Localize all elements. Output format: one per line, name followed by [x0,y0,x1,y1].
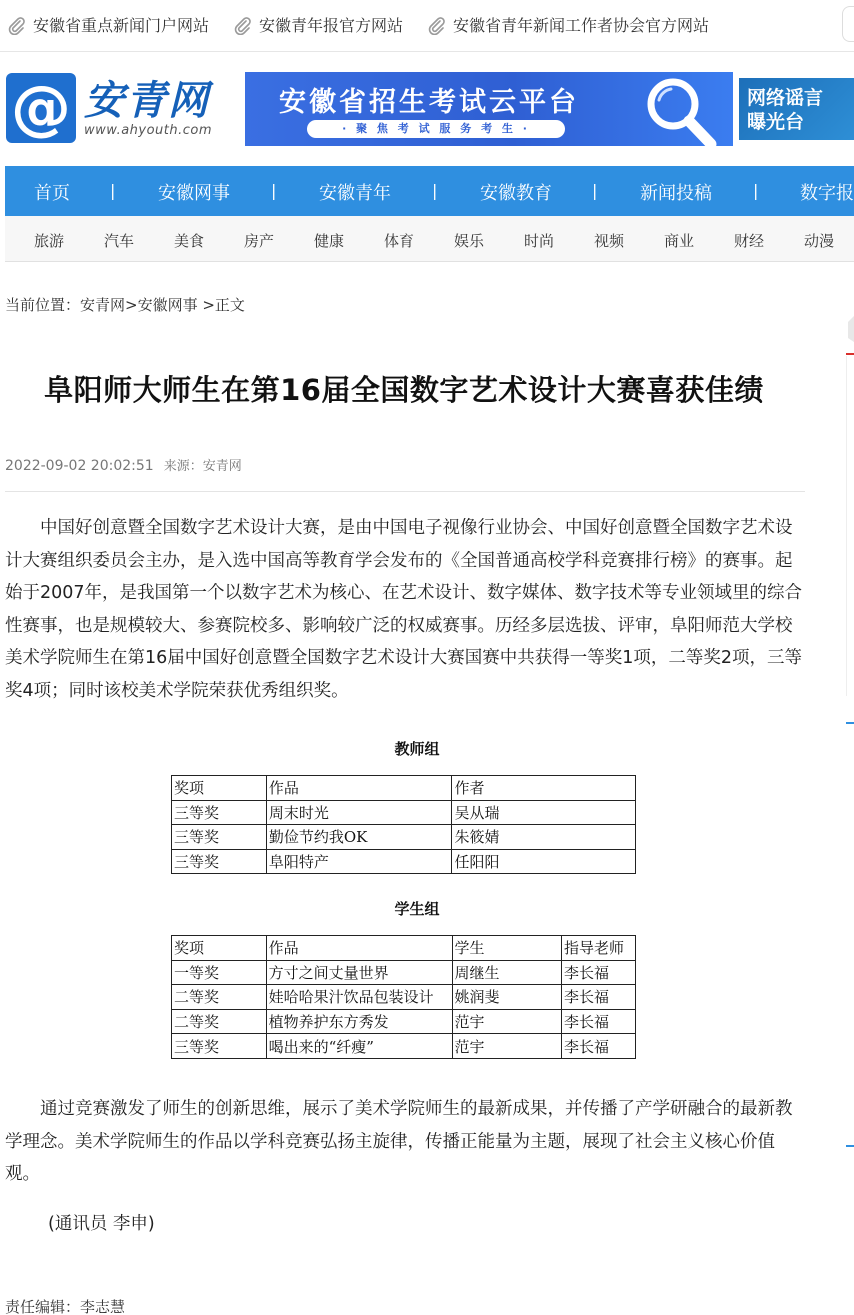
article-source: 来源：安青网 [163,459,242,474]
subnav-food[interactable]: 美食 [174,232,205,250]
table-cell: 三等奖 [172,825,267,850]
table-cell: 三等奖 [172,800,267,825]
table-row [172,1009,636,1034]
banner-title: 安徽省招生考试云平台 [279,87,579,118]
table-header-cell: 作者 [452,776,636,801]
subnav-fashion[interactable]: 时尚 [524,232,555,250]
table-cell: 周末时光 [266,800,452,825]
divider [5,491,805,492]
subnav-finance[interactable]: 财经 [734,232,765,250]
table-row [172,960,636,985]
table-cell: 姚润斐 [452,985,562,1010]
subnav-auto[interactable]: 汽车 [104,232,135,250]
table-cell: 三等奖 [172,1034,267,1059]
nav-news-submission[interactable]: 新闻投稿 [640,183,712,204]
publish-date: 2022-09-02 20:02:51 [5,458,154,474]
table-cell: 周继生 [452,960,562,985]
logo-name: 安青网 [84,76,210,124]
top-right-tab[interactable] [842,6,854,42]
table-cell: 朱筱婧 [452,825,636,850]
subnav-sports[interactable]: 体育 [384,232,415,250]
nav-separator: | [592,181,598,200]
nav-separator: | [753,181,759,200]
table-cell: 范宇 [452,1034,562,1059]
top-links-bar [0,0,854,52]
table-cell: 一等奖 [172,960,267,985]
top-link-youth-paper[interactable] [233,14,403,38]
nav-anhui-education[interactable]: 安徽教育 [480,183,552,204]
sub-nav [5,216,854,262]
teacher-group-title: 教师组 [394,740,440,758]
article-paragraph: 通过竞赛激发了师生的创新思维，展示了美术学院师生的最新成果，并传播了产学研融合的最新教学理念。美术学院师生的作品以学科竞赛弘扬主旋律，传播正能量为主题，展现了社会主义核心价值观。 [5,1099,793,1185]
table-cell: 方寸之间丈量世界 [266,960,452,985]
table-cell: 范宇 [452,1009,562,1034]
article-paragraph: 中国好创意暨全国数字艺术设计大赛，是由中国电子视像行业协会、中国好创意暨全国数字艺术设计大赛组织委员会主办，是入选中国高等教育学会发布的《全国普通高校学科竞赛排行榜》的赛事。起始于2007年，是我国第一个以数字艺术为核心、在艺术设计、数字媒体、数字技术等专业领域里的综合性赛事，也是规模较大、参赛院校多、影响较广泛的权威赛事。历经多层选拔、评审，阜阳师范大学校美术学院师生在第16届中国好创意暨全国数字艺术设计大赛国赛中共获得一等奖1项，二等奖2项，三等奖4项；同时该校美术学院荣获优秀组织奖。 [5,518,803,701]
sidebar-edge-tab [846,316,854,356]
table-header-cell: 作品 [266,776,452,801]
table-header-row [172,776,636,801]
subnav-realestate[interactable]: 房产 [244,232,275,250]
exam-platform-banner[interactable] [245,72,733,146]
rumor-exposure-banner[interactable] [739,78,854,140]
student-award-table [171,935,636,1059]
nav-anhui-news[interactable]: 安徽网事 [158,183,230,204]
student-group-title: 学生组 [394,900,440,918]
table-header-cell: 奖项 [172,936,267,961]
sidebar-edge [846,356,847,696]
magnifier-icon [635,74,725,146]
table-cell: 喝出来的“纤瘦” [266,1034,452,1059]
table-cell: 李长福 [562,1034,636,1059]
table-header-cell: 奖项 [172,776,267,801]
nav-separator: | [271,181,277,200]
nav-separator: | [432,181,438,200]
table-cell: 阜阳特产 [266,849,452,874]
rumor-line1: 网络谣言 [747,87,824,109]
paperclip-icon [427,16,447,36]
nav-home[interactable]: 首页 [34,183,70,204]
paperclip-icon [233,16,253,36]
table-header-cell: 作品 [266,936,452,961]
table-header-cell: 指导老师 [562,936,636,961]
reporter-credit: (通讯员 李申) [48,1214,155,1234]
top-link-portal[interactable] [7,14,209,38]
table-cell: 李长福 [562,960,636,985]
logo-url: www.ahyouth.com [84,122,213,138]
logo-mark: @ [6,73,76,143]
banner-subtitle: · 聚 焦 考 试 服 务 考 生 · [307,120,565,138]
table-row [172,985,636,1010]
table-row [172,849,636,874]
nav-separator: | [110,181,116,200]
breadcrumb[interactable]: 当前位置：安青网>安徽网事 >正文 [5,296,245,314]
subnav-video[interactable]: 视频 [594,232,625,250]
table-row [172,1034,636,1059]
table-cell: 三等奖 [172,849,267,874]
table-cell: 李长福 [562,1009,636,1034]
subnav-anime[interactable]: 动漫 [804,232,835,250]
site-logo[interactable] [6,72,216,144]
subnav-entertainment[interactable]: 娱乐 [454,232,485,250]
table-row [172,800,636,825]
main-nav [5,166,854,216]
paperclip-icon [7,16,27,36]
subnav-travel[interactable]: 旅游 [34,232,65,250]
sidebar-edge-line [846,1145,854,1147]
responsible-editor: 责任编辑：李志慧 [5,1298,126,1315]
top-link-label: 安徽青年报官方网站 [259,16,404,35]
rumor-line2: 曝光台 [747,111,805,133]
top-link-association[interactable] [427,14,709,38]
teacher-award-table [171,775,636,874]
article-meta [5,455,242,474]
table-cell: 任阳阳 [452,849,636,874]
table-row [172,825,636,850]
table-cell: 勤俭节约我OK [266,825,452,850]
nav-digital-paper[interactable]: 数字报 [800,183,854,204]
table-header-cell: 学生 [452,936,562,961]
table-cell: 娃哈哈果汁饮品包装设计 [266,985,452,1010]
top-link-label: 安徽省重点新闻门户网站 [33,16,210,35]
table-header-row [172,936,636,961]
subnav-health[interactable]: 健康 [314,232,345,250]
table-cell: 二等奖 [172,985,267,1010]
top-link-label: 安徽省青年新闻工作者协会官方网站 [453,16,710,35]
sidebar-edge-line [846,722,854,724]
article-title: 阜阳师大师生在第16届全国数字艺术设计大赛喜获佳绩 [44,373,764,407]
subnav-business[interactable]: 商业 [664,232,695,250]
table-cell: 二等奖 [172,1009,267,1034]
table-cell: 吴从瑞 [452,800,636,825]
table-cell: 李长福 [562,985,636,1010]
nav-anhui-youth[interactable]: 安徽青年 [319,183,391,204]
table-cell: 植物养护东方秀发 [266,1009,452,1034]
